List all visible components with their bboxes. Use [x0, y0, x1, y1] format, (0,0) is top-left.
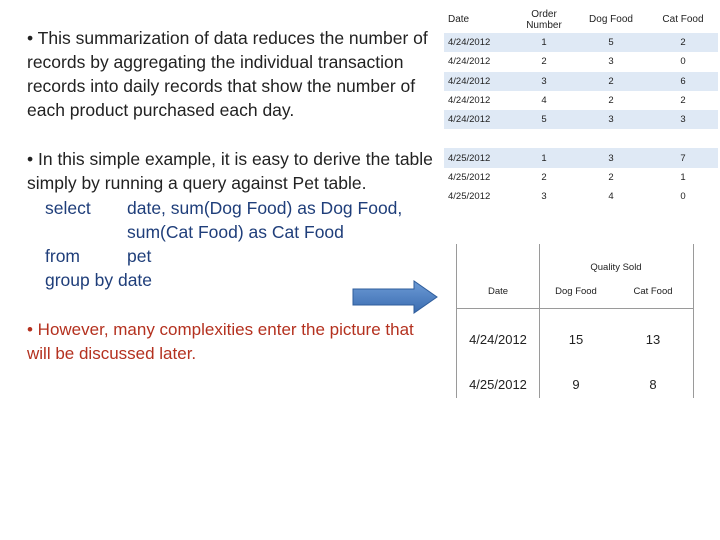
- cell-order: 3: [541, 75, 547, 87]
- cell-cat: 2: [680, 37, 686, 49]
- sql-line: [45, 244, 405, 268]
- table-row: [444, 148, 718, 167]
- sql-text: date, sum(Dog Food) as Dog Food,: [127, 198, 403, 218]
- cell-cat: 0: [680, 56, 686, 68]
- sql-line: [45, 196, 405, 220]
- cell-date: 4/24/2012: [469, 332, 527, 347]
- sql-keyword: select: [45, 198, 91, 218]
- table-row: [444, 187, 718, 206]
- cell-dog: 9: [572, 377, 580, 392]
- table-row: [444, 72, 718, 91]
- cell-order: 3: [541, 191, 547, 203]
- right-arrow-icon: [352, 280, 438, 314]
- sql-query: [45, 196, 405, 292]
- header-cat-food: Cat Food: [633, 286, 673, 297]
- table-row: [444, 91, 718, 110]
- table-row: [444, 129, 718, 148]
- cell-dog: 3: [608, 114, 614, 126]
- cell-order: 2: [541, 56, 547, 68]
- cell-order: 5: [541, 114, 547, 126]
- header-dog-food: Dog Food: [555, 286, 597, 297]
- cell-cat: 0: [680, 191, 686, 203]
- cell-dog: 2: [608, 75, 614, 87]
- table-row: [444, 52, 718, 71]
- table-row: [444, 168, 718, 187]
- header-date: Date: [448, 14, 470, 25]
- cell-date: 4/25/2012: [469, 377, 527, 392]
- cell-cat: 2: [680, 95, 686, 107]
- bullet-complexities: • However, many complexities enter the picture that will be discussed later.: [27, 320, 414, 363]
- cell-date: 4/24/2012: [448, 95, 491, 107]
- sql-text: pet: [127, 246, 152, 266]
- table-row: [444, 110, 718, 129]
- cell-date: 4/24/2012: [448, 37, 491, 49]
- sql-keyword: [45, 220, 127, 244]
- table-header-row: [444, 6, 718, 33]
- cell-dog: 3: [608, 56, 614, 68]
- cell-cat: 6: [680, 75, 686, 87]
- transactions-table: [444, 6, 718, 206]
- cell-order: 4: [541, 95, 547, 107]
- cell-cat: 13: [645, 332, 661, 347]
- sql-keyword: from: [45, 246, 80, 266]
- cell-dog: 4: [608, 191, 614, 203]
- bullet-summarization: • This summarization of data reduces the number of records by aggregating the individual transaction records into daily records that show the number of each product purchased each day.: [27, 28, 428, 120]
- cell-cat: 3: [680, 114, 686, 126]
- cell-dog: 5: [608, 37, 614, 49]
- summary-table: [456, 244, 693, 398]
- summary-title: Quality Sold: [590, 262, 642, 273]
- header-order-number: Order Number: [526, 8, 562, 31]
- cell-date: 4/25/2012: [448, 171, 491, 183]
- cell-date: 4/25/2012: [448, 152, 491, 164]
- cell-order: 1: [541, 37, 547, 49]
- header-dog-food: Dog Food: [589, 14, 633, 25]
- cell-dog: 2: [608, 171, 614, 183]
- cell-order: 2: [541, 171, 547, 183]
- cell-cat: 8: [649, 377, 657, 392]
- table-row: [444, 33, 718, 52]
- table-divider: [693, 244, 694, 398]
- bullet-simple-example: • In this simple example, it is easy to derive the table simply by running a query against Pet table.: [27, 149, 433, 193]
- cell-dog: 15: [568, 332, 584, 347]
- cell-date: 4/24/2012: [448, 114, 491, 126]
- cell-date: 4/25/2012: [448, 191, 491, 203]
- sql-text: sum(Cat Food) as Cat Food: [127, 222, 344, 242]
- cell-dog: 2: [608, 95, 614, 107]
- table-divider: [457, 308, 693, 309]
- sql-keyword: group by date: [45, 270, 153, 290]
- header-date: Date: [487, 286, 509, 297]
- cell-dog: 3: [608, 152, 614, 164]
- cell-date: 4/24/2012: [448, 75, 491, 87]
- header-cat-food: Cat Food: [662, 14, 704, 25]
- cell-order: 1: [541, 152, 547, 164]
- sql-line: [45, 220, 405, 244]
- cell-cat: 7: [680, 152, 686, 164]
- cell-date: 4/24/2012: [448, 56, 491, 68]
- cell-cat: 1: [680, 171, 686, 183]
- sql-line: [45, 268, 405, 292]
